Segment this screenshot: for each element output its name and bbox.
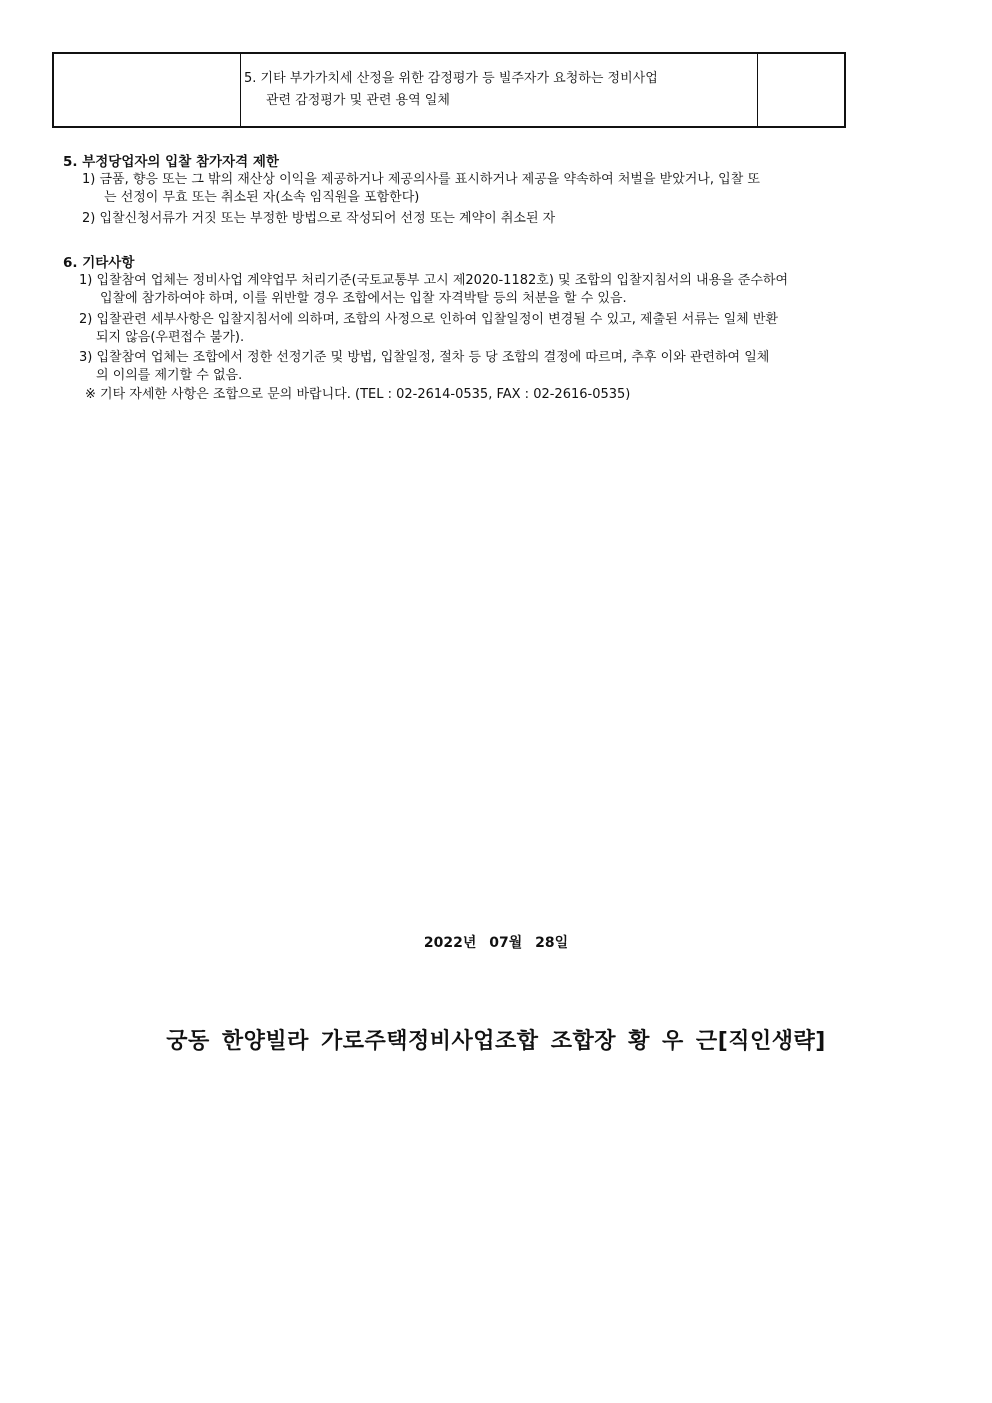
contact-note: ※ 기타 자세한 사항은 조합으로 문의 바랍니다. (TEL : 02-2614-0535, FAX : 02-2616-0535) [85,387,631,402]
section6-item2-continued: 되지 않음(우편접수 불가). [96,330,245,345]
section6-item3: 3) 입찰참여 업체는 조합에서 정한 선정기준 및 방법, 입찰일정, 절차 등 당 조합의 결정에 따르며, 추후 이와 관련하여 일체 [79,350,770,365]
scope-table [52,52,846,128]
section6-item1-continued: 입찰에 참가하여야 하며, 이를 위반할 경우 조합에서는 입찰 자격박탈 등의 처분을 할 수 있음. [100,291,627,306]
section6-item3-continued: 의 이의를 제기할 수 없음. [96,368,243,383]
table-cell-right [757,54,844,126]
section6-item2: 2) 입찰관련 세부사항은 입찰지침서에 의하며, 조합의 사정으로 인하여 입찰일정이 변경될 수 있고, 제출된 서류는 일체 반환 [79,312,778,327]
section6-item1: 1) 입찰참여 업체는 정비사업 계약업무 처리기준(국토교통부 고시 제2020-1182호) 및 조합의 입찰지침서의 내용을 준수하여 [79,273,789,288]
section5-item1-continued: 는 선정이 무효 또는 취소된 자(소속 임직원을 포함한다) [104,190,420,205]
section5-item1: 1) 금품, 향응 또는 그 밖의 재산상 이익을 제공하거나 제공의사를 표시하거나 제공을 약속하여 처벌을 받았거나, 입찰 또 [82,172,760,187]
table-row-line: 5. 기타 부가가치세 산정을 위한 감정평가 등 빌주자가 요청하는 정비사업 [244,71,658,86]
signature-line: 궁동 한양빌라 가로주택정비사업조합 조합장 황 우 근[직인생략] [166,1029,826,1054]
table-cell-content [244,68,756,112]
table-row-line: 관련 감정평가 및 관련 용역 일체 [266,93,450,108]
document-date: 2022년 07월 28일 [423,935,569,951]
section5-heading: 5. 부정당업자의 입찰 참가자격 제한 [63,154,279,170]
table-cell-left [54,54,241,126]
section5-item2: 2) 입찰신청서류가 거짓 또는 부정한 방법으로 작성되어 선정 또는 계약이 취소된 자 [82,211,556,226]
section6-heading: 6. 기타사항 [63,255,135,271]
